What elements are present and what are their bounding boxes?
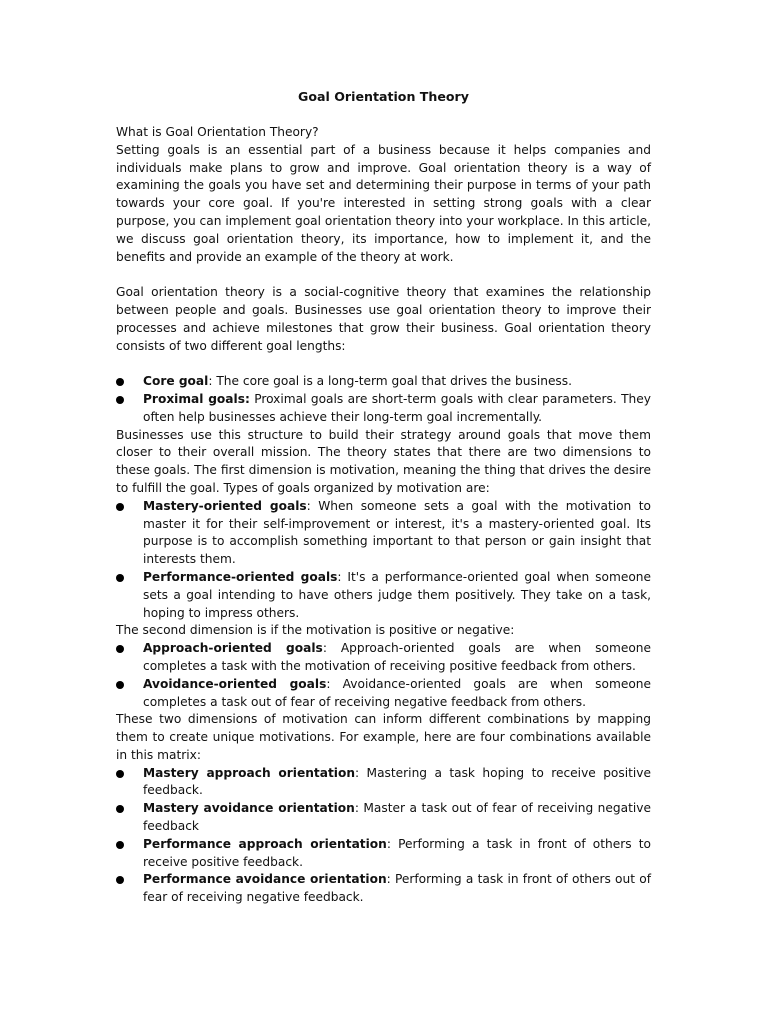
list-item-term: Performance avoidance orientation bbox=[143, 872, 387, 887]
bullet-icon bbox=[116, 503, 124, 511]
motivation-goals-list bbox=[116, 498, 651, 623]
list-item bbox=[116, 498, 651, 569]
bullet-icon bbox=[116, 645, 124, 653]
bullet-icon bbox=[116, 770, 124, 778]
list-item-term: Approach-oriented goals bbox=[143, 641, 323, 656]
list-item-term: Mastery approach orientation bbox=[143, 765, 356, 780]
bullet-icon bbox=[116, 876, 124, 884]
list-item-term: Core goal bbox=[143, 374, 209, 389]
list-item-text: : Avoidance-oriented goals are when someone completes a task out of fear of receiving negative feedback from others. bbox=[143, 676, 651, 709]
list-item-term: Performance approach orientation bbox=[143, 836, 387, 851]
list-item bbox=[116, 800, 651, 836]
paragraph-gap bbox=[116, 355, 651, 373]
list-item-term: Mastery-oriented goals bbox=[143, 498, 307, 513]
paragraph-gap bbox=[116, 266, 651, 284]
bullet-icon bbox=[116, 681, 124, 689]
goal-lengths-list bbox=[116, 373, 651, 426]
list-item bbox=[116, 836, 651, 872]
bullet-icon bbox=[116, 841, 124, 849]
list-item bbox=[116, 391, 651, 427]
document-title: Goal Orientation Theory bbox=[298, 89, 469, 104]
list-item bbox=[116, 569, 651, 622]
list-item-text: Proximal goals are short-term goals with clear parameters. They often help businesses achieve their long-term goal incrementally. bbox=[143, 391, 651, 424]
list-item-text: : Performing a task in front of others out of fear of receiving negative feedback. bbox=[143, 872, 651, 905]
intro-heading: What is Goal Orientation Theory? bbox=[116, 125, 319, 139]
list-item-text: : Mastering a task hoping to receive positive feedback. bbox=[143, 765, 652, 798]
list-item bbox=[116, 765, 651, 801]
bullet-icon bbox=[116, 378, 124, 386]
approach-avoidance-list bbox=[116, 640, 651, 711]
list-item-text: : The core goal is a long-term goal that drives the business. bbox=[208, 374, 573, 389]
list-item bbox=[116, 871, 651, 907]
bullet-icon bbox=[116, 805, 124, 813]
combinations-list bbox=[116, 765, 651, 907]
document-page bbox=[116, 88, 651, 907]
paragraph-4: The second dimension is if the motivation is positive or negative: bbox=[116, 623, 515, 638]
list-item-term: Proximal goals: bbox=[143, 391, 250, 406]
paragraph-2: Goal orientation theory is a social-cognitive theory that examines the relationship between people and goals. Businesses use goal orientation theory to improve their processes and achieve milestones that grow their business. Goal orientation theory consists of two different goal lengths: bbox=[116, 285, 651, 353]
list-item-text: : It's a performance-oriented goal when someone sets a goal intending to have others judge them positively. They take on a task, hoping to impress others. bbox=[143, 569, 651, 620]
list-item-text: : Approach-oriented goals are when someone completes a task with the motivation of receiving positive feedback from others. bbox=[143, 641, 652, 673]
intro-paragraph: Setting goals is an essential part of a business because it helps companies and individuals make plans to grow and improve. Goal orientation theory is a way of examining the goals you have set and determining their purpose in terms of your path towards your core goal. If you're interested in setting strong goals with a clear purpose, you can implement goal orientation theory into your workplace. In this article, we discuss goal orientation theory, its importance, how to implement it, and the benefits and provide an example of the theory at work. bbox=[116, 142, 651, 264]
list-item-text: : Master a task out of fear of receiving negative feedback bbox=[143, 801, 651, 834]
bullet-icon bbox=[116, 574, 124, 582]
list-item-text: : Performing a task in front of others to receive positive feedback. bbox=[143, 836, 651, 869]
list-item-text: : When someone sets a goal with the motivation to master it for their self-improvement or interest, it's a mastery-oriented goal. Its purpose is to accomplish something important to that person or gain insight that interests them. bbox=[143, 498, 651, 567]
list-item-term: Avoidance-oriented goals bbox=[143, 676, 327, 691]
list-item bbox=[116, 676, 651, 712]
paragraph-5: These two dimensions of motivation can inform different combinations by mapping them to create unique motivations. For example, here are four combinations available in this matrix: bbox=[116, 712, 651, 762]
list-item bbox=[116, 640, 651, 676]
list-item-term: Mastery avoidance orientation bbox=[143, 801, 355, 816]
paragraph-3: Businesses use this structure to build their strategy around goals that move them closer to their overall mission. The theory states that there are two dimensions to these goals. The first dimension is motivation, meaning the thing that drives the desire to fulfill the goal. Types of goals organized by motivation are: bbox=[116, 427, 651, 495]
list-item bbox=[116, 373, 651, 391]
bullet-icon bbox=[116, 396, 124, 404]
list-item-term: Performance-oriented goals bbox=[143, 569, 338, 584]
